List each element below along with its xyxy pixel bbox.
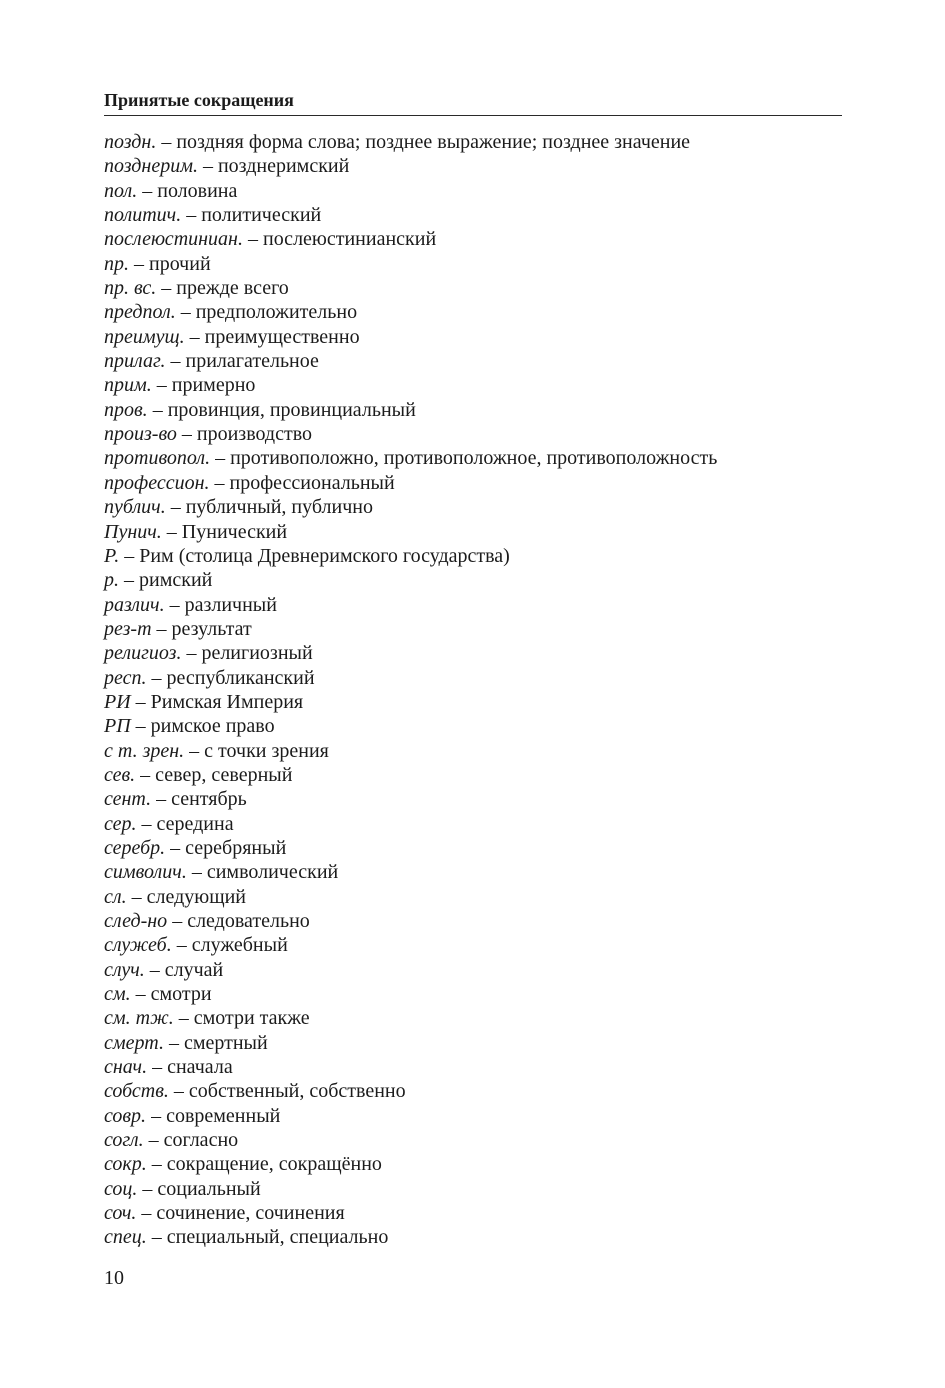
abbreviation-term: согл. (104, 1129, 144, 1152)
abbreviation-expansion: поздняя форма слова; позднее выражение; позднее значение (176, 131, 691, 153)
entry-dash: – (168, 1031, 179, 1054)
entry-dash: – (191, 861, 202, 884)
entry-dash: – (151, 1226, 162, 1249)
abbreviation-entry (104, 325, 842, 349)
entry-dash: – (141, 1202, 152, 1225)
abbreviation-expansion: символический (206, 861, 339, 884)
abbreviation-entry (104, 495, 842, 519)
entry-dash: – (148, 1129, 159, 1152)
entry-dash: – (176, 934, 187, 957)
abbreviation-entry (104, 1006, 842, 1030)
abbreviation-expansion: Пунический (181, 520, 288, 543)
abbreviation-term: прим. (104, 374, 152, 397)
abbreviation-expansion: смотри (150, 983, 212, 1006)
entry-dash: – (142, 179, 153, 202)
entry-dash: – (135, 715, 146, 738)
entry-dash: – (166, 520, 177, 543)
entry-dash: – (189, 739, 200, 762)
abbreviation-term: служеб. (104, 934, 172, 957)
abbreviation-term: пр. вс. (104, 277, 157, 300)
entry-dash: – (131, 885, 142, 908)
abbreviation-term: с т. зрен. (104, 739, 185, 762)
abbreviation-expansion: различный (184, 593, 277, 616)
abbreviation-term: см. (104, 983, 131, 1006)
abbreviation-expansion: провинция, провинциальный (167, 398, 416, 421)
abbreviation-expansion: производство (196, 423, 313, 446)
entry-dash: – (156, 374, 167, 397)
abbreviation-entry (104, 179, 842, 203)
entry-dash: – (152, 1056, 163, 1079)
entry-dash: – (202, 155, 213, 178)
abbreviation-expansion: публичный, публично (185, 496, 373, 519)
abbreviation-expansion: предположительно (195, 301, 358, 324)
abbreviation-expansion: прилагательное (185, 350, 319, 373)
abbreviation-expansion: прежде всего (176, 277, 289, 300)
abbreviation-entry (104, 885, 842, 909)
abbreviation-term: случ. (104, 958, 145, 981)
abbreviation-entry (104, 860, 842, 884)
abbreviation-term: пров. (104, 398, 148, 421)
entry-dash: – (170, 496, 181, 519)
abbreviation-term: совр. (104, 1104, 147, 1127)
abbreviation-expansion: половина (157, 179, 238, 202)
abbreviation-expansion: прочий (149, 252, 211, 275)
entry-dash: – (186, 204, 197, 227)
entry-dash: – (178, 1007, 189, 1030)
abbreviation-term: Р. (104, 544, 120, 567)
abbreviation-term: след-но (104, 910, 168, 932)
abbreviation-entry (104, 349, 842, 373)
running-head-title: Принятые сокращения (104, 90, 294, 110)
abbreviation-expansion: религиозный (201, 642, 313, 665)
abbreviation-entry (104, 398, 842, 422)
abbreviation-term: сев. (104, 763, 136, 786)
abbreviation-expansion: служебный (191, 934, 288, 957)
entry-dash: – (215, 447, 226, 470)
abbreviation-expansion: сентябрь (171, 788, 247, 811)
abbreviation-entry (104, 714, 842, 738)
abbreviation-expansion: сокращение, сокращённо (166, 1153, 382, 1176)
abbreviation-term: РП (104, 715, 131, 738)
abbreviation-entry (104, 812, 842, 836)
abbreviation-entry (104, 982, 842, 1006)
entry-dash: – (173, 1080, 184, 1103)
abbreviation-entry (104, 154, 842, 178)
abbreviation-entry (104, 130, 842, 154)
abbreviation-expansion: профессиональный (229, 471, 395, 494)
abbreviation-expansion: следовательно (187, 910, 310, 932)
page-header (104, 88, 842, 116)
entry-dash: – (124, 544, 135, 567)
page-number: 10 (104, 1267, 124, 1289)
entry-dash: – (247, 228, 258, 251)
abbreviation-expansion: римский (139, 569, 213, 592)
abbreviation-term: соч. (104, 1202, 137, 1225)
entry-dash: – (189, 325, 200, 348)
abbreviation-term: поздн. (104, 131, 157, 153)
abbreviation-term: снач. (104, 1056, 148, 1079)
abbreviation-entry (104, 666, 842, 690)
abbreviation-expansion: результат (171, 617, 252, 640)
abbreviation-term: произ-во (104, 423, 177, 446)
abbreviation-term: смерт. (104, 1031, 164, 1054)
abbreviation-entry (104, 227, 842, 251)
abbreviation-term: позднерим. (104, 155, 198, 178)
abbreviation-entry (104, 471, 842, 495)
abbreviation-term: противопол. (104, 447, 211, 470)
abbreviation-entry (104, 617, 842, 641)
entry-dash: – (149, 958, 160, 981)
abbreviation-entry (104, 300, 842, 324)
abbreviation-expansion: смертный (183, 1031, 268, 1054)
abbreviation-term: респ. (104, 666, 147, 689)
abbreviation-entry (104, 203, 842, 227)
abbreviation-entry (104, 1225, 842, 1249)
abbreviation-entry (104, 568, 842, 592)
entry-dash: – (152, 398, 163, 421)
entry-dash: – (186, 642, 197, 665)
abbreviation-entry (104, 909, 842, 933)
entry-dash: – (141, 812, 152, 835)
abbreviation-expansion: с точки зрения (204, 739, 329, 762)
abbreviation-expansion: Римская Империя (150, 690, 304, 713)
abbreviation-entry (104, 958, 842, 982)
abbreviation-term: см. тж. (104, 1007, 174, 1030)
abbreviation-term: преимущ. (104, 325, 185, 348)
entry-dash: – (142, 1177, 153, 1200)
abbreviation-entry (104, 276, 842, 300)
abbreviation-expansion: смотри также (193, 1007, 310, 1030)
entry-dash: – (214, 471, 225, 494)
entry-dash: – (156, 617, 167, 640)
abbreviation-term: соц. (104, 1177, 138, 1200)
abbreviation-expansion: социальный (157, 1177, 261, 1200)
abbreviation-term: предпол. (104, 301, 176, 324)
abbreviation-expansion: противоположно, противоположное, противоположность (230, 447, 718, 470)
entry-dash: – (156, 788, 167, 811)
entry-dash: – (181, 423, 192, 446)
abbreviation-term: пр. (104, 252, 129, 275)
abbreviation-entry (104, 1152, 842, 1176)
abbreviation-term: сер. (104, 812, 137, 835)
abbreviation-expansion: Рим (столица Древнеримского государства) (139, 544, 510, 567)
abbreviation-expansion: сначала (167, 1056, 233, 1079)
abbreviation-term: собств. (104, 1080, 169, 1103)
abbreviation-expansion: современный (166, 1104, 281, 1127)
abbreviation-expansion: север, северный (155, 763, 293, 786)
entry-dash: – (180, 301, 191, 324)
abbreviation-term: послеюстиниан. (104, 228, 243, 251)
abbreviation-entry (104, 373, 842, 397)
entry-dash: – (161, 277, 172, 300)
abbreviation-expansion: следующий (146, 885, 247, 908)
abbreviation-expansion: римское право (150, 715, 275, 738)
abbreviation-expansion: середина (156, 812, 234, 835)
abbreviation-entry (104, 690, 842, 714)
abbreviation-entry (104, 739, 842, 763)
abbreviation-entry (104, 446, 842, 470)
entry-dash: – (124, 569, 134, 592)
abbreviation-entry (104, 763, 842, 787)
entry-dash: – (151, 1104, 162, 1127)
abbreviation-term: прилаг. (104, 350, 166, 373)
abbreviation-term: рез-т (104, 617, 152, 640)
abbreviation-term: религиоз. (104, 642, 182, 665)
abbreviation-term: спец. (104, 1226, 147, 1249)
abbreviation-entry (104, 787, 842, 811)
abbreviation-term: политич. (104, 204, 182, 227)
abbreviation-entry (104, 1079, 842, 1103)
entry-dash: – (135, 690, 146, 713)
entry-dash: – (172, 910, 183, 932)
abbreviation-entry (104, 520, 842, 544)
entry-dash: – (169, 593, 180, 616)
abbreviation-entry (104, 1128, 842, 1152)
abbreviation-expansion: примерно (171, 374, 256, 397)
abbreviation-term: пол. (104, 179, 138, 202)
abbreviation-term: публич. (104, 496, 166, 519)
abbreviation-entry (104, 1055, 842, 1079)
abbreviation-list (104, 130, 842, 1250)
abbreviation-entry (104, 544, 842, 568)
abbreviation-entry (104, 593, 842, 617)
abbreviation-expansion: политический (201, 204, 322, 227)
entry-dash: – (161, 131, 172, 153)
abbreviation-expansion: случай (164, 958, 224, 981)
abbreviation-entry (104, 836, 842, 860)
abbreviation-expansion: преимущественно (204, 325, 360, 348)
abbreviation-entry (104, 641, 842, 665)
abbreviation-entry (104, 252, 842, 276)
abbreviation-term: серебр. (104, 836, 166, 859)
abbreviation-term: Пунич. (104, 520, 162, 543)
abbreviation-entry (104, 933, 842, 957)
abbreviation-term: различ. (104, 593, 165, 616)
abbreviation-expansion: специальный, специально (166, 1226, 389, 1249)
abbreviation-term: сокр. (104, 1153, 147, 1176)
abbreviation-entry (104, 1104, 842, 1128)
abbreviation-expansion: собственный, собственно (188, 1080, 406, 1103)
entry-dash: – (134, 252, 144, 275)
abbreviation-term: профессион. (104, 471, 210, 494)
abbreviation-expansion: серебряный (185, 836, 287, 859)
abbreviation-expansion: республиканский (166, 666, 315, 689)
abbreviation-term: РИ (104, 690, 131, 713)
abbreviation-entry (104, 1031, 842, 1055)
abbreviation-expansion: позднеримский (217, 155, 350, 178)
abbreviation-entry (104, 1201, 842, 1225)
entry-dash: – (140, 763, 151, 786)
entry-dash: – (151, 666, 162, 689)
abbreviation-term: сент. (104, 788, 152, 811)
abbreviation-entry (104, 422, 842, 446)
entry-dash: – (170, 836, 181, 859)
entry-dash: – (170, 350, 181, 373)
entry-dash: – (135, 983, 146, 1006)
abbreviation-term: сл. (104, 885, 127, 908)
abbreviation-expansion: сочинение, сочинения (156, 1202, 345, 1225)
abbreviation-expansion: послеюстинианский (262, 228, 437, 251)
abbreviation-term: символич. (104, 861, 187, 884)
abbreviation-entry (104, 1177, 842, 1201)
abbreviation-expansion: согласно (163, 1129, 239, 1152)
abbreviation-term: р. (104, 569, 119, 592)
entry-dash: – (151, 1153, 162, 1176)
